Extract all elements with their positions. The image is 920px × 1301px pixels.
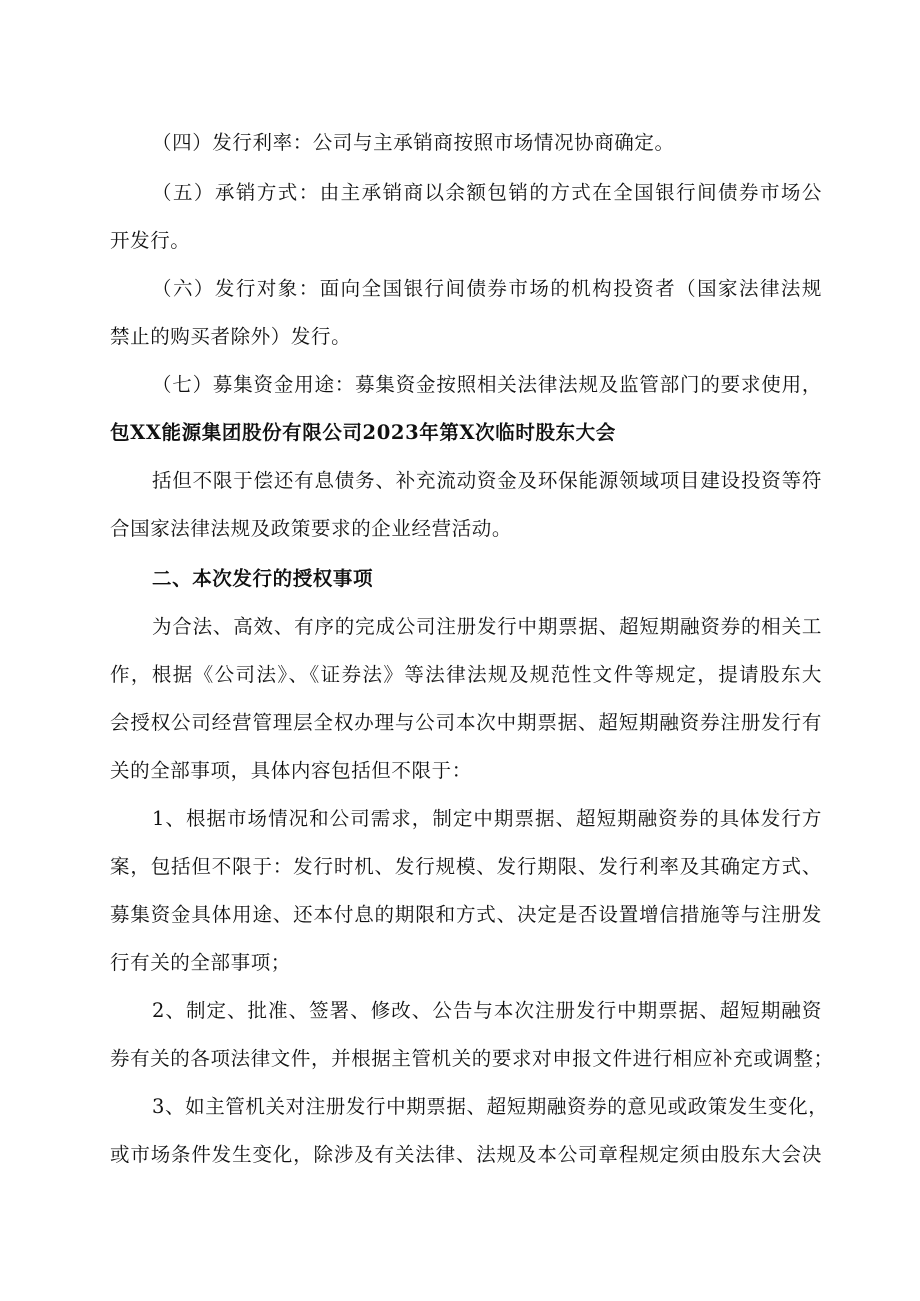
paragraph-issue-target-line-1: （六）发行对象：面向全国银行间债券市场的机构投资者（国家法律法规	[152, 277, 822, 300]
item-2-line-1: 2、制定、批准、签署、修改、公告与本次注册发行中期票据、超短期融资	[152, 999, 822, 1022]
item-2-line-2: 券有关的各项法律文件，并根据主管机关的要求对申报文件进行相应补充或调整；	[110, 1047, 834, 1070]
item-1-line-2: 案，包括但不限于：发行时机、发行规模、发行期限、发行利率及其确定方式、	[110, 855, 822, 878]
item-1-line-3: 募集资金具体用途、还本付息的期限和方式、决定是否设置增信措施等与注册发	[110, 903, 822, 926]
paragraph-fund-use-line-1: （七）募集资金用途：募集资金按照相关法律法规及监管部门的要求使用，	[152, 373, 822, 396]
paragraph-underwriting-line-2: 开发行。	[110, 229, 191, 252]
section-heading-authorization: 二、本次发行的授权事项	[152, 567, 374, 590]
paragraph-underwriting-line-1: （五）承销方式：由主承销商以余额包销的方式在全国银行间债券市场公	[152, 181, 822, 204]
item-1-line-1: 1、根据市场情况和公司需求，制定中期票据、超短期融资券的具体发行方	[152, 807, 822, 830]
item-3-line-2: 或市场条件发生变化，除涉及有关法律、法规及本公司章程规定须由股东大会决	[110, 1143, 822, 1166]
paragraph-issue-target-line-2: 禁止的购买者除外）发行。	[110, 325, 352, 348]
item-3-line-1: 3、如主管机关对注册发行中期票据、超短期融资券的意见或政策发生变化，	[152, 1095, 829, 1118]
paragraph-issue-rate: （四）发行利率：公司与主承销商按照市场情况协商确定。	[152, 131, 675, 154]
paragraph-fund-use-line-2: 括但不限于偿还有息债务、补充流动资金及环保能源领域项目建设投资等符	[152, 469, 822, 492]
paragraph-authorization-line-3: 会授权公司经营管理层全权办理与公司本次中期票据、超短期融资券注册发行有	[110, 711, 822, 734]
paragraph-authorization-line-1: 为合法、高效、有序的完成公司注册发行中期票据、超短期融资券的相关工	[152, 615, 822, 638]
paragraph-authorization-line-4: 关的全部事项，具体内容包括但不限于：	[110, 759, 472, 782]
page-header-meeting-title: 包XX能源集团股份有限公司2023年第X次临时股东大会	[110, 421, 616, 444]
paragraph-fund-use-line-3: 合国家法律法规及政策要求的企业经营活动。	[110, 517, 513, 540]
item-1-line-4: 行有关的全部事项；	[110, 951, 291, 974]
paragraph-authorization-line-2: 作，根据《公司法》、《证券法》等法律法规及规范性文件等规定，提请股东大	[110, 663, 822, 686]
